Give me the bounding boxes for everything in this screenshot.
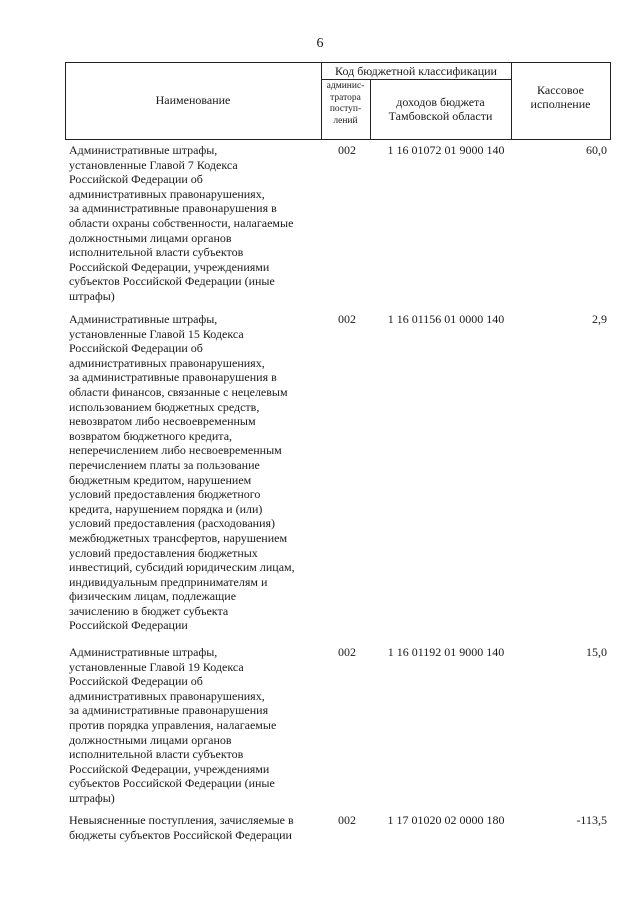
header-name: Наименование xyxy=(155,93,231,107)
table-header xyxy=(65,62,611,139)
row-admin-code: 002 xyxy=(338,813,356,827)
row-amount: 2,9 xyxy=(592,312,607,326)
header-bottom-rule xyxy=(65,139,611,140)
row-name: Административные штрафы, установленные Главой 7 Кодекса Российской Федерации об административных правонарушениях, за административные правонарушения в области охраны собственности, налагаемые должностными лицами органов исполнительной власти субъектов Российской Федерации, учреждениями субъектов Российской Федерации (иные штрафы) xyxy=(69,143,294,303)
row-admin-code: 002 xyxy=(338,645,356,659)
row-income-code: 1 16 01192 01 9000 140 xyxy=(387,645,505,659)
header-right-rule xyxy=(610,62,611,139)
header-budget-code: Код бюджетной классификации xyxy=(335,64,497,78)
row-name: Административные штрафы, установленные Главой 19 Кодекса Российской Федерации об административных правонарушениях, за административные правонарушения против порядка управления, налагаемые должностными лицами органов исполнительной власти субъектов Российской Федерации, учреждениями субъектов Российской Федерации (иные штрафы) xyxy=(69,645,277,805)
row-admin-code: 002 xyxy=(338,312,356,326)
row-amount: 15,0 xyxy=(586,645,607,659)
header-execution: Кассовое исполнение xyxy=(530,83,591,111)
header-group-rule xyxy=(321,79,511,80)
header-admin: админис- тратора поступ- лений xyxy=(326,81,365,126)
row-income-code: 1 16 01156 01 0000 140 xyxy=(387,312,505,326)
row-income-code: 1 16 01072 01 9000 140 xyxy=(387,143,505,157)
header-top-rule xyxy=(65,62,611,63)
row-amount: 60,0 xyxy=(586,143,607,157)
row-name: Административные штрафы, установленные Главой 15 Кодекса Российской Федерации об административных правонарушениях, за административные правонарушения в области финансов, связанные с нецелевым использованием бюджетных средств, невозвратом либо несвоевременным возвратом бюджетного кредита, неперечислением либо несвоевременным перечислением платы за пользование бюджетным кредитом, нарушением условий предоставления бюджетного кредита, нарушением порядка и (или) условий предоставления (расходования) межбюджетных трансфертов, нарушением условий предоставления бюджетных инвестиций, субсидий юридическим лицам, индивидуальным предпринимателям и физическим лицам, подлежащие зачислению в бюджет субъекта Российской Федерации xyxy=(69,312,295,633)
page-number: 6 xyxy=(316,36,324,51)
header-income: доходов бюджета Тамбовской области xyxy=(388,95,493,123)
row-admin-code: 002 xyxy=(338,143,356,157)
row-income-code: 1 17 01020 02 0000 180 xyxy=(387,813,505,827)
row-amount: -113,5 xyxy=(576,813,607,827)
row-name: Невыясненные поступления, зачисляемые в бюджеты субъектов Российской Федерации xyxy=(69,813,294,842)
